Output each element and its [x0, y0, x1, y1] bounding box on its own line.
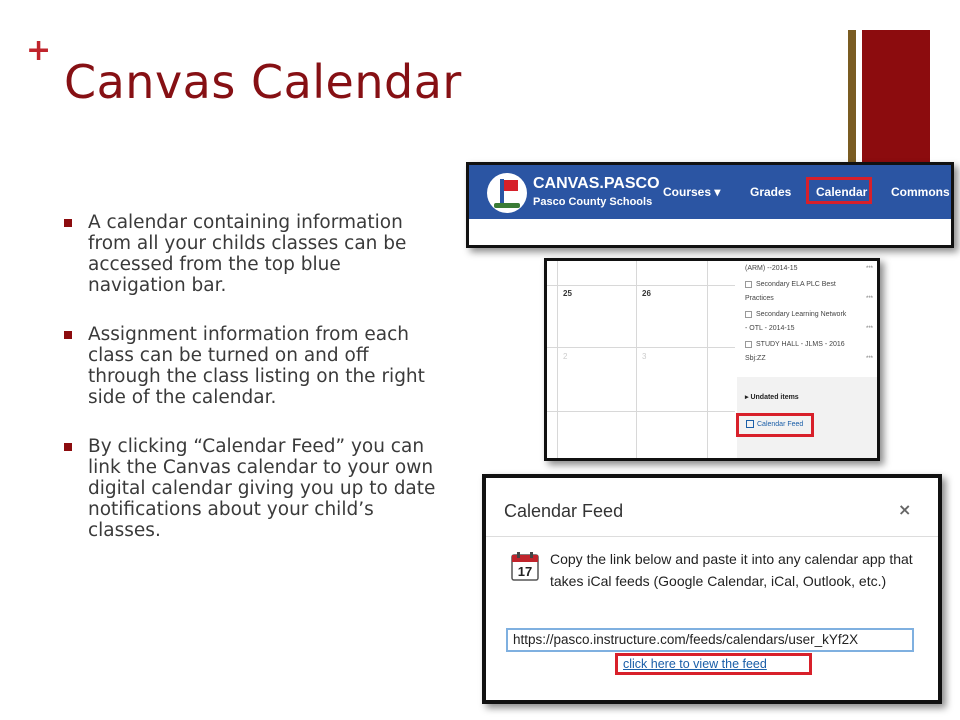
plus-icon: + — [26, 33, 52, 68]
class-list-item[interactable]: Secondary ELA PLC Best — [745, 279, 836, 290]
nav-link-courses[interactable]: Courses ▾ — [663, 185, 721, 199]
undated-items-toggle[interactable]: ▸ Undated items — [745, 394, 799, 401]
nav-link-commons[interactable]: Commons — [891, 185, 950, 199]
bullet-square-icon — [64, 219, 72, 227]
bullet-square-icon — [64, 331, 72, 339]
calendar-feed-link[interactable]: Calendar Feed — [746, 420, 803, 430]
divider — [486, 536, 938, 537]
brand-subtitle: Pasco County Schools — [533, 196, 653, 208]
feed-url-input[interactable]: https://pasco.instructure.com/feeds/calendars/user_kYf2X — [506, 628, 914, 652]
brand-name: CANVAS.PASCO — [533, 175, 660, 192]
checkbox-icon[interactable] — [745, 281, 752, 288]
class-list-item: (ARM) --2014-15 — [745, 265, 798, 272]
calendar-grid — [547, 261, 735, 458]
bullet-square-icon — [64, 443, 72, 451]
calendar-day[interactable]: 25 — [563, 289, 572, 298]
caret-right-icon: ▸ — [745, 394, 749, 401]
canvas-nav-bar — [469, 165, 951, 219]
dialog-instructions: Copy the link below and paste it into any calendar app that takes iCal feeds (Google Calendar, iCal, Outlook, etc.) — [550, 551, 913, 589]
more-options-icon[interactable]: *** — [865, 326, 873, 332]
bullet-list — [64, 212, 439, 569]
calendar-day[interactable]: 2 — [563, 352, 568, 361]
dialog-screenshot — [482, 474, 942, 704]
nav-screenshot — [466, 162, 954, 248]
bullet-item: Assignment information from each class can be turned on and off through the class listing on the right side of the calendar. — [64, 324, 439, 408]
grid-line — [557, 261, 558, 458]
calendar-feed-dialog — [486, 478, 938, 700]
bullet-item: By clicking “Calendar Feed” you can link the Canvas calendar to your own digital calendar giving you up to date notifications about your child’s classes. — [64, 436, 439, 541]
nav-link-grades[interactable]: Grades — [750, 185, 792, 199]
calendar-highlight-box — [806, 177, 872, 204]
calendar-screenshot — [544, 258, 880, 461]
class-list-item[interactable]: Secondary Learning Network — [745, 309, 846, 320]
nav-bottom-strip — [469, 219, 951, 245]
view-feed-link[interactable]: click here to view the feed — [623, 657, 767, 671]
close-icon[interactable]: × — [898, 500, 912, 519]
calendar-day[interactable]: 3 — [642, 352, 647, 361]
decorative-red-block — [862, 30, 930, 165]
class-listing — [737, 261, 877, 377]
more-options-icon[interactable]: *** — [865, 266, 873, 272]
flag-icon-base — [494, 203, 520, 208]
class-list-item-cont: - OTL - 2014-15 — [745, 325, 795, 332]
calendar-icon — [510, 550, 542, 582]
flag-icon-banner — [504, 180, 518, 191]
calendar-day[interactable]: 26 — [642, 289, 651, 298]
slide-title: Canvas Calendar — [64, 55, 462, 109]
calendar-icon-day: 17 — [517, 564, 533, 579]
class-list-item-cont: Sbj:ZZ — [745, 355, 766, 362]
nav-link-calendar[interactable]: Calendar — [816, 185, 868, 199]
bullet-item: A calendar containing information from all your childs classes can be accessed from the top blue navigation bar. — [64, 212, 439, 296]
calendar-view — [547, 261, 877, 458]
more-options-icon[interactable]: *** — [865, 296, 873, 302]
dialog-title: Calendar Feed — [504, 501, 624, 521]
calendar-sidebar — [737, 261, 877, 458]
more-options-icon[interactable]: *** — [865, 356, 873, 362]
calendar-icon — [746, 420, 754, 428]
checkbox-icon[interactable] — [745, 341, 752, 348]
class-list-item-cont: Practices — [745, 295, 774, 302]
grid-line — [636, 261, 637, 458]
chevron-down-icon: ▾ — [714, 185, 721, 199]
grid-line — [707, 261, 708, 458]
class-list-item[interactable]: STUDY HALL - JLMS - 2016 — [745, 339, 845, 350]
checkbox-icon[interactable] — [745, 311, 752, 318]
